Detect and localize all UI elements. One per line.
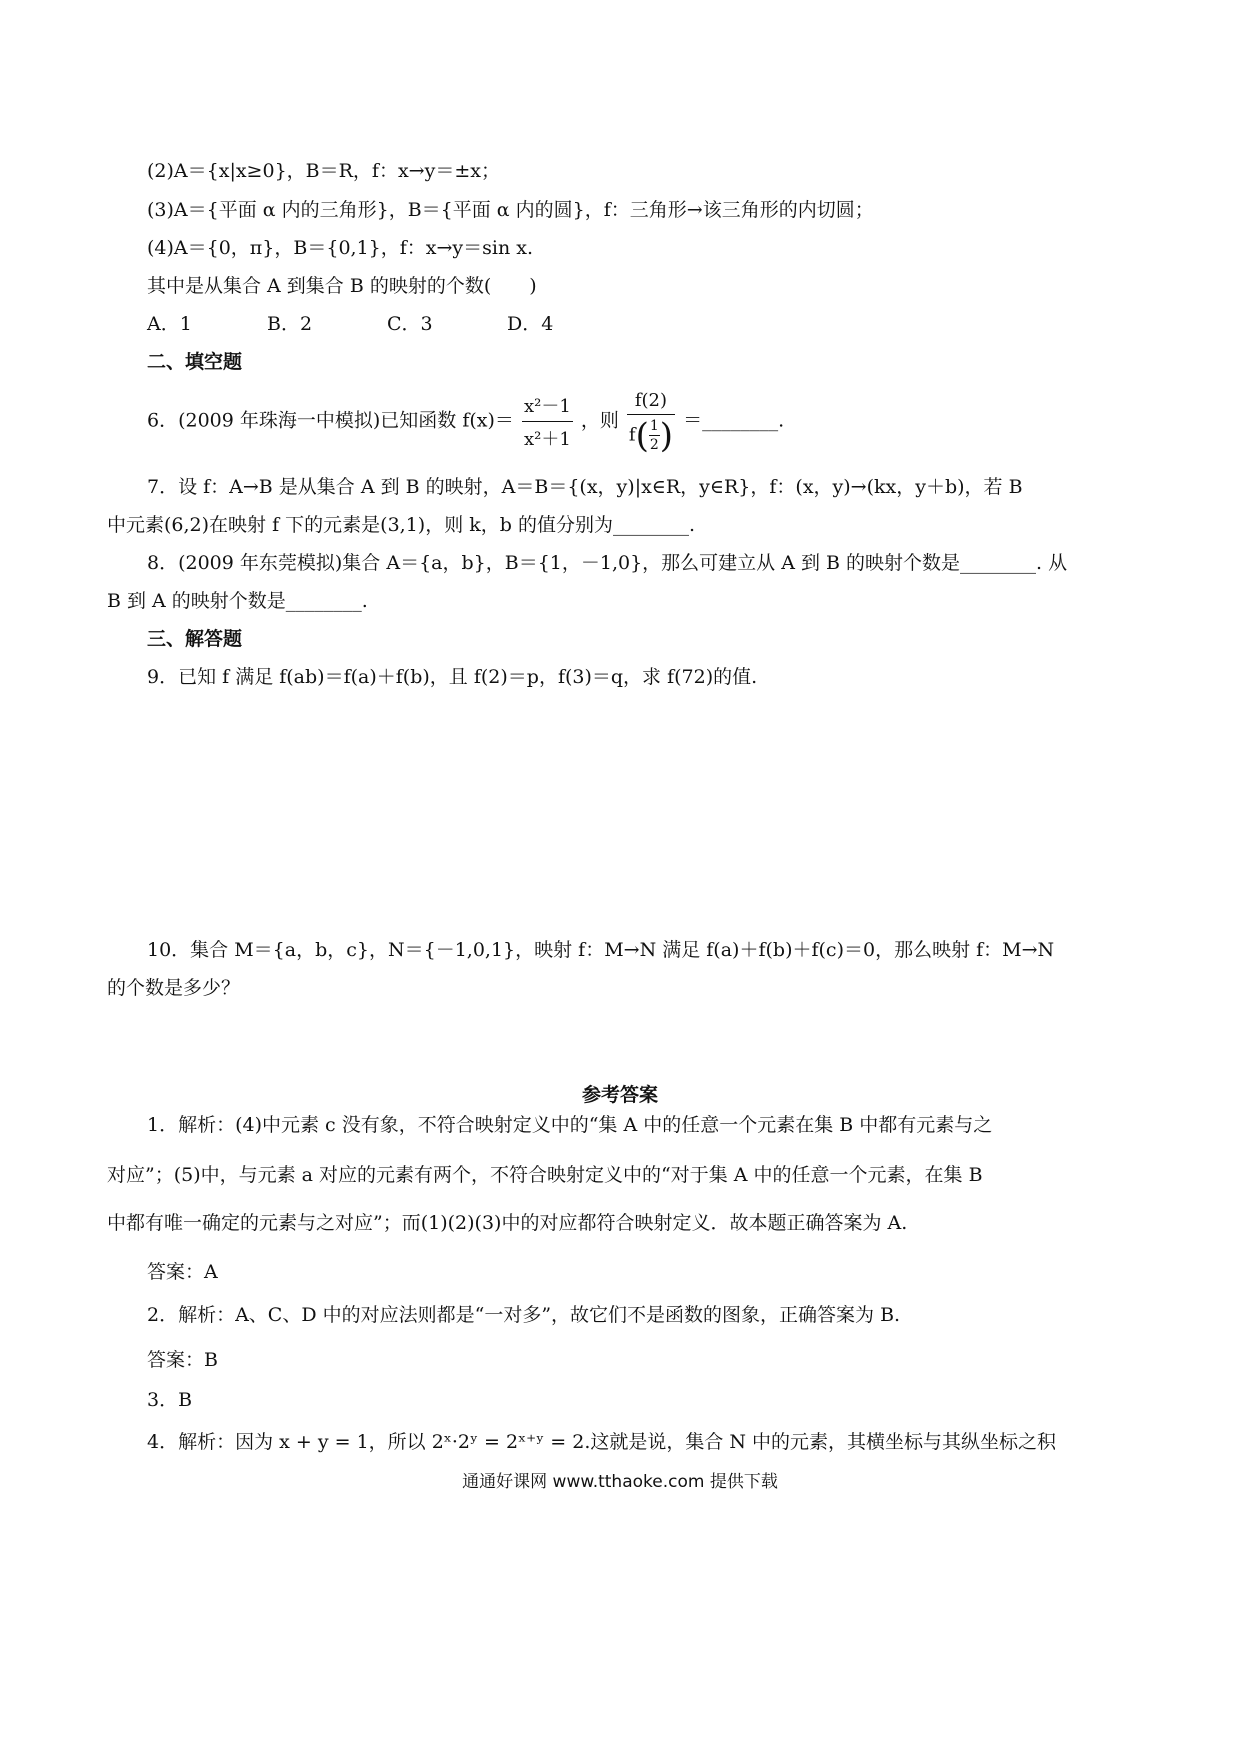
answer-2-line-1: 2．解析：A、C、D 中的对应法则都是“一对多”，故它们不是函数的图象，正确答案为 B. — [147, 1304, 901, 1326]
option-a: A．1 — [147, 313, 192, 335]
option-b: B．2 — [267, 313, 313, 335]
answer-1-line-3: 中都有唯一确定的元素与之对应”；而(1)(2)(3)中的对应都符合映射定义．故本题正确答案为 A. — [107, 1212, 908, 1234]
ratio-denominator: f( $\frac{1}{2}$ ) — [628, 415, 674, 456]
question-10-line-1: 10．集合 M＝{a，b，c}，N＝{－1,0,1}，映射 f：M→N 满足 f(a)＋f(b)＋f(c)＝0，那么映射 f：M→N — [147, 939, 1055, 961]
question-9: 9．已知 f 满足 f(ab)＝f(a)＋f(b)，且 f(2)＝p，f(3)＝q，求 f(72)的值. — [147, 666, 758, 688]
question-6-suffix: ＝________. — [683, 409, 785, 432]
question-8-line-2: B 到 A 的映射个数是________. — [107, 590, 368, 612]
question-6-mid: ，则 — [580, 409, 619, 432]
question-5-stem: 其中是从集合 A 到集合 B 的映射的个数( ) — [147, 275, 537, 297]
question-6-ratio-fraction — [627, 390, 675, 456]
question-7-line-1: 7．设 f：A→B 是从集合 A 到 B 的映射，A＝B＝{(x，y)|x∈R，y∈R}，f：(x，y)→(kx，y＋b)，若 B — [147, 476, 1023, 498]
half-numerator: 1 — [649, 418, 659, 434]
answers-title: 参考答案 — [581, 1084, 658, 1106]
question-5-item-4: (4)A＝{0，π}，B＝{0,1}，f：x→y＝sin x. — [147, 237, 534, 259]
answer-1-line-1: 1．解析：(4)中元素 c 没有象，不符合映射定义中的“集 A 中的任意一个元素在集 B 中都有元素与之 — [147, 1114, 993, 1136]
ratio-numerator: f(2) — [627, 390, 675, 415]
fraction-numerator: x²－1 — [522, 392, 573, 422]
half-fraction — [649, 418, 660, 453]
question-8-line-1: 8．(2009 年东莞模拟)集合 A＝{a，b}，B＝{1，－1,0}，那么可建立从 A 到 B 的映射个数是________. 从 — [147, 552, 1068, 574]
answer-2-final: 答案：B — [147, 1349, 218, 1371]
answer-4-line-1: 4．解析：因为 x + y = 1，所以 2ˣ·2ʸ = 2ˣ⁺ʸ = 2.这就是说，集合 N 中的元素，其横坐标与其纵坐标之积 — [147, 1431, 1057, 1453]
option-c: C．3 — [387, 313, 433, 335]
question-5-item-2: (2)A＝{x|x≥0}，B＝R，f：x→y＝±x； — [147, 160, 500, 182]
answer-1-final: 答案：A — [147, 1261, 218, 1283]
answer-3: 3．B — [147, 1389, 193, 1411]
question-5-item-3: (3)A＝{平面 α 内的三角形}，B＝{平面 α 内的圆}，f：三角形→该三角形的内切圆； — [147, 199, 874, 221]
question-10-line-2: 的个数是多少？ — [107, 977, 241, 999]
fraction-denominator: x²＋1 — [523, 429, 571, 450]
question-6 — [147, 390, 785, 456]
question-6-prefix: 6．(2009 年珠海一中模拟)已知函数 f(x)＝ — [147, 409, 514, 432]
answer-1-line-2: 对应”；(5)中，与元素 a 对应的元素有两个，不符合映射定义中的“对于集 A 中的任意一个元素，在集 B — [107, 1164, 983, 1186]
page-footer: 通通好课网 www.tthaoke.com 提供下载 — [462, 1472, 778, 1492]
option-d: D．4 — [507, 313, 554, 335]
question-6-function-fraction — [522, 392, 573, 451]
section-solution-heading: 三、解答题 — [147, 628, 243, 650]
half-denominator: 2 — [649, 437, 659, 453]
question-7-line-2: 中元素(6,2)在映射 f 下的元素是(3,1)，则 k，b 的值分别为________. — [107, 514, 695, 536]
question-5-options — [147, 315, 553, 334]
section-fill-in-heading: 二、填空题 — [147, 351, 243, 373]
